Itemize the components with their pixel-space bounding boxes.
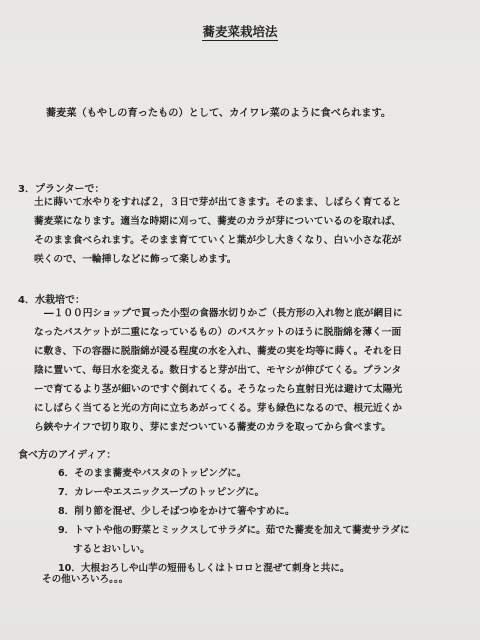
tips-list <box>58 464 410 578</box>
paragraph-line: ―１００円ショップで買った小型の食器水切りかご（長方形の入れ物と底が網目に <box>44 308 403 319</box>
paragraph-line: 土に蒔いて水やりをすれば２，３日で芽が出てきます。そのまま、しばらく育てると <box>34 197 402 208</box>
section-planter-body <box>34 193 464 269</box>
tip-item: 9．トマトや他の野菜とミックスしてサラダに。茹でた蕎麦を加えて蕎麦サラダに <box>58 525 410 536</box>
paragraph-line: 陰に置いて、毎日水を変える。数日すると芽が出て、モヤシが伸びてくる。プランタ <box>34 365 402 376</box>
paragraph-line: ら鋏やナイフで切り取り、芽にまだついている蕎麦のカラを取ってから食べます。 <box>34 422 391 433</box>
tip-item: 6．そのまま蕎麦やパスタのトッピングに。 <box>58 468 247 479</box>
section-hydroponic-body <box>34 304 464 437</box>
paragraph-line: 蕎麦菜になります。適当な時期に刈って、蕎麦のカラが芽についているのを取れば、 <box>34 216 401 227</box>
tip-item: 10．大根おろしや山芋の短冊もしくはトロロと混ぜて刺身と共に。 <box>58 563 350 574</box>
tips-heading: 食べ方のアイディア： <box>18 450 117 461</box>
paragraph-line: にしばらく当てると光の方向に立ちあがってくる。芽も緑色になるので、根元近くか <box>34 403 402 414</box>
document-title: 蕎麦菜栽培法 <box>202 24 278 39</box>
tips-footer: その他いろいろ。。。 <box>42 574 129 585</box>
section-planter-heading: 3．プランターで： <box>18 184 105 195</box>
intro-text: 蕎麦菜（もやしの育ったもの）として、カイワレ菜のように食べられます。 <box>46 108 392 119</box>
tip-item: 8．削り節を混ぜ、少しそばつゆをかけて箸やすめに。 <box>58 506 295 517</box>
tip-item-continuation: するとおいしい。 <box>73 544 150 555</box>
paragraph-line: そのまま食べられます。そのまま育てていくと葉が少し大きくなり、白い小さな花が <box>34 235 402 246</box>
section-hydroponic-heading: 4．水栽培で： <box>18 295 85 306</box>
paragraph-line: 咲くので、一輪挿しなどに飾って楽しめます。 <box>34 254 237 265</box>
paragraph-line: ーで育てるより茎が細いのですぐ倒れてくる。そうなったら直射日光は避けて太陽光 <box>34 384 403 395</box>
paragraph-line: に敷き、下の容器に脱脂綿が浸る程度の水を入れ、蕎麦の実を均等に蒔く。それを日 <box>34 346 403 357</box>
paragraph-line: なったバスケットが二重になっているもの）のバスケットのほうに脱脂綿を薄く一面 <box>34 327 402 338</box>
tip-item: 7．カレーやエスニックスープのトッピングに。 <box>58 487 265 498</box>
